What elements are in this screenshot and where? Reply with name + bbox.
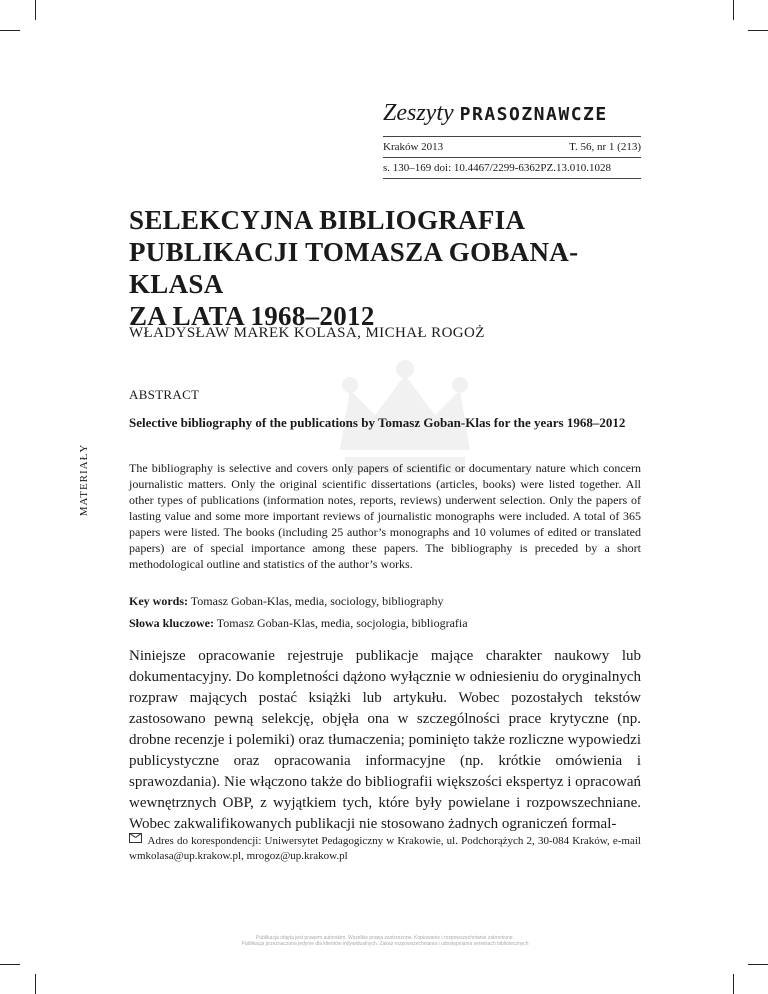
journal-header <box>383 98 641 179</box>
journal-name-bold: PRASOZNAWCZE <box>459 104 608 125</box>
keywords-value: Tomasz Goban-Klas, media, sociology, bibliography <box>190 594 444 608</box>
pages-doi: s. 130–169 doi: 10.4467/2299-6362PZ.13.010.1028 <box>383 162 611 174</box>
section-label <box>78 430 94 530</box>
crop-mark <box>0 30 20 31</box>
crop-mark <box>733 974 734 994</box>
keywords-pl-value: Tomasz Goban-Klas, media, socjologia, bibliografia <box>216 616 468 630</box>
legal-line: Publikacja przeznaczona jedynie dla klientów indywidualnych. Zakaz rozpowszechniania i udostępniania serwisach bibliotecznych <box>241 941 529 947</box>
keywords <box>129 593 641 609</box>
place-year: Kraków 2013 <box>383 141 444 153</box>
article-authors: WŁADYSŁAW MAREK KOLASA, MICHAŁ ROGOŻ <box>129 325 485 341</box>
article-title <box>129 204 649 332</box>
abstract-text: The bibliography is selective and covers only papers of scientific or documentary nature which concern journalistic matters. Only the original scientific dissertations (articles, books) were listed together. All other types of publications (information notes, reports, reviews) underwent selection. Only the papers of lasting value and some more important reviews of journalistic monographs were included. A total of 365 papers were listed. The books (including 25 author’s monographs and 10 volumes of edited or translated papers) are of special importance among these papers. The bibliography is preceded by a short methodological outline and statistics of the author’s works. <box>129 461 641 571</box>
journal-name-italic: Zeszyty <box>383 100 454 126</box>
journal-name <box>383 98 641 130</box>
crop-mark <box>733 0 734 20</box>
title-line: PUBLIKACJI TOMASZA GOBANA-KLASA <box>129 237 579 299</box>
crop-mark <box>0 964 20 965</box>
envelope-icon <box>129 833 142 843</box>
crop-mark <box>35 974 36 994</box>
journal-meta-row <box>383 158 641 179</box>
abstract-heading: ABSTRACT <box>129 387 200 402</box>
keywords-label: Key words: <box>129 594 188 608</box>
title-line: SELEKCYJNA BIBLIOGRAFIA <box>129 205 526 235</box>
title-line: ZA LATA 1968–2012 <box>129 301 375 331</box>
section-label-text: MATERIAŁY <box>78 443 90 517</box>
legal-line: Publikacja objęta jest prawem autorskim. Wszelkie prawa zastrzeżone. Kopiowanie i rozpowszechnianie zabronione. <box>256 935 514 941</box>
legal-notice <box>190 935 580 947</box>
abstract-title: Selective bibliography of the publications by Tomasz Goban-Klas for the years 1968–2012 <box>129 415 626 430</box>
volume: T. 56, nr 1 (213) <box>569 141 641 153</box>
body-paragraph: Niniejsze opracowanie rejestruje publikacje mające charakter naukowy lub dokumentacyjny. Do kompletności dążono wyłącznie w odniesieniu do oryginalnych rozpraw mających postać książki lub artykułu. Wobec pozostałych tekstów zastosowano pewną selekcję, objęła ona w szczególności prace krytyczne (np. drobne recenzje i polemiki) oraz tłumaczenia; pominięto także rozliczne wypowiedzi publicystyczne oraz opracowania informacyjne (np. krótkie omówienia i sprawozdania). Nie włączono także do bibliografii większości ekspertyz i opracowań wewnętrznych OBP, z wyjątkiem tych, które były powielane i rozpowszechniane. Wobec zakwalifikowanych publikacji nie stosowano żadnych ograniczeń formal- <box>129 648 641 832</box>
crop-mark <box>748 30 768 31</box>
journal-meta <box>383 136 641 179</box>
keywords-pl <box>129 615 641 631</box>
keywords-pl-label: Słowa kluczowe: <box>129 616 214 630</box>
journal-meta-row <box>383 136 641 158</box>
footnote-text: Adres do korespondencji: Uniwersytet Pedagogiczny w Krakowie, ul. Podchorążych 2, 30-084 Kraków, e-mail wmkolasa@up.krakow.pl, mrogoz@up.krakow.pl <box>129 835 641 862</box>
crop-mark <box>35 0 36 20</box>
crop-mark <box>748 964 768 965</box>
correspondence-footnote <box>129 833 641 864</box>
